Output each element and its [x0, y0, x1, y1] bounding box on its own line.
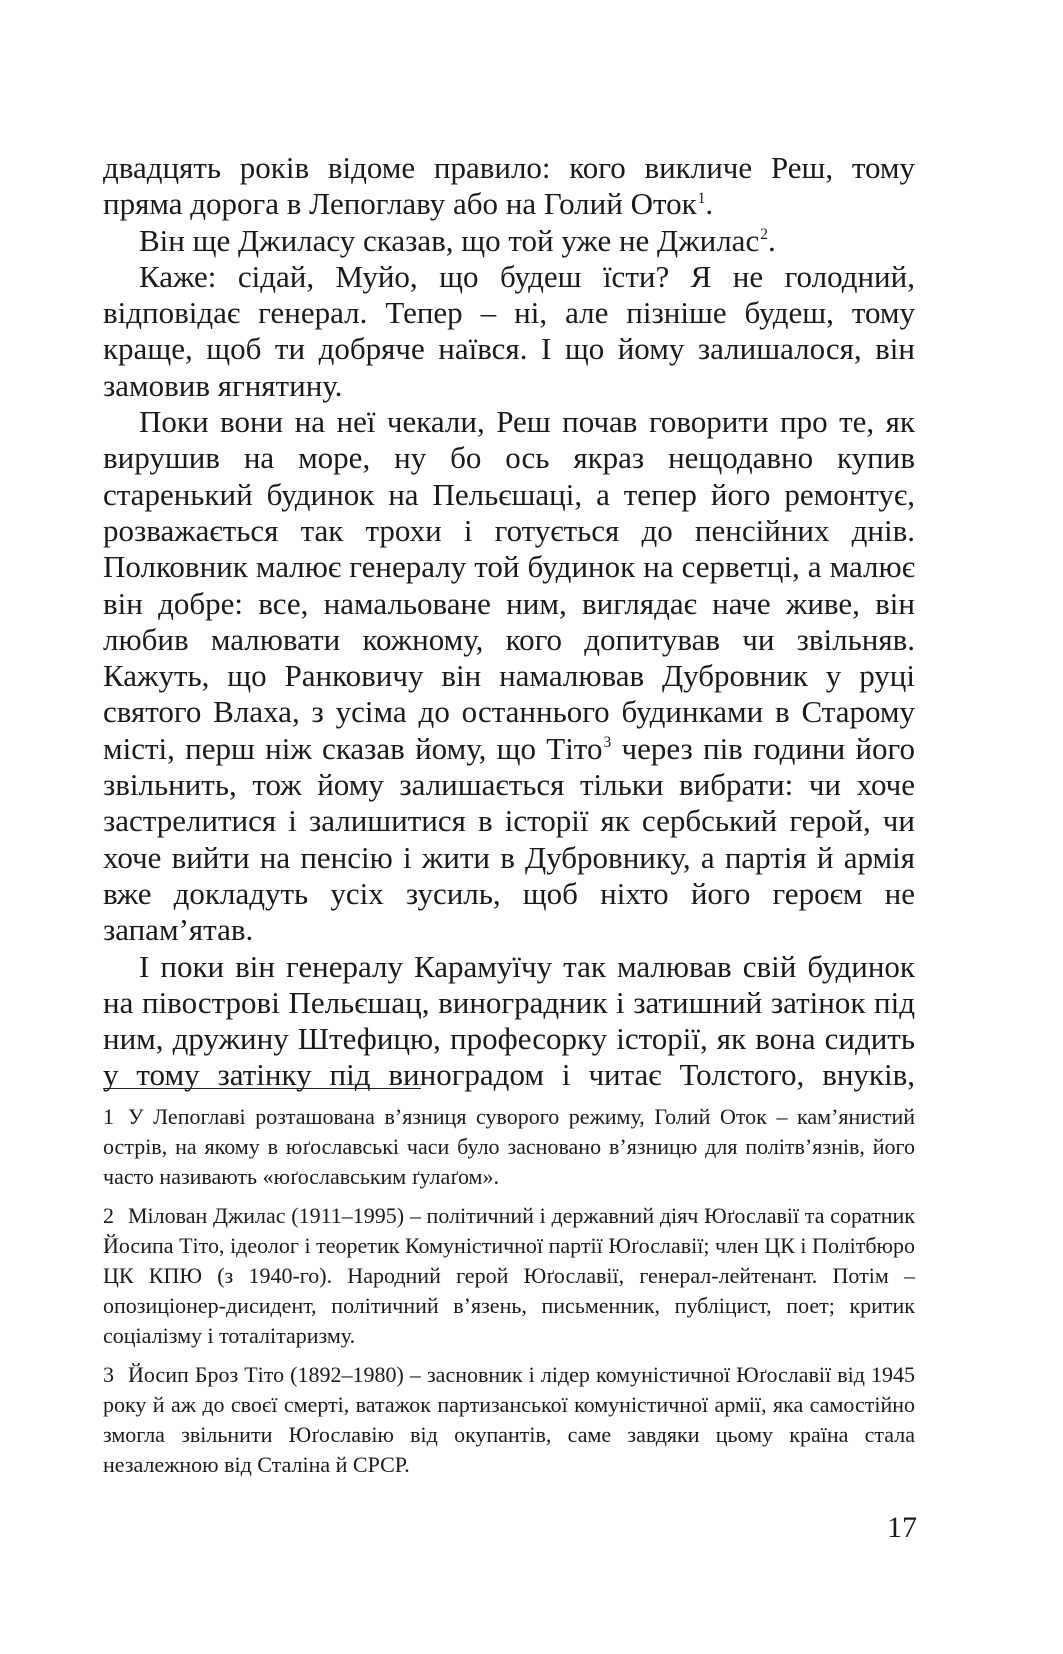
footnote-ref-2[interactable]: 2: [760, 225, 768, 243]
paragraph-1: [103, 150, 915, 223]
footnote-2: [103, 1201, 915, 1351]
footnote-number: 1: [103, 1104, 114, 1129]
footnotes: [103, 1102, 915, 1489]
footnote-ref-3[interactable]: 3: [603, 734, 612, 752]
page-number: 17: [887, 1511, 917, 1544]
paragraph-text: .: [705, 186, 714, 222]
footnote-text: Мілован Джилас (1911–1995) – політичний і державний діяч Юґославії та соратник Йосипа Тіто, ідеолог і теоретик Комуністичної партії Юґославії; член ЦК і Політбюро ЦК КПЮ (з 1940-го). Народний герой Юґославії, генерал-лейтенант. Потім – опозиціонер-дисидент, політичний в’язень, письменник, публіцист, поет; критик соціалізму і тоталітаризму.: [103, 1203, 915, 1348]
paragraph-text: двадцять років відоме правило: кого викличе Реш, тому пряма дорога в Лепоглаву або на Голий Оток: [103, 150, 915, 222]
footnote-1: [103, 1102, 915, 1192]
paragraph-text: через пів години його звільнить, тож йому залишається тільки вибрати: чи хоче застрелитися і залишитися в історії як сербський герой, чи хоче вийти на пенсію і жити в Дубровнику, а партія й армія вже докладуть усіх зусиль, щоб ніхто його героєм не запам’ятав.: [103, 730, 915, 948]
footnote-number: 2: [103, 1203, 114, 1228]
footnote-3: [103, 1360, 915, 1480]
paragraph-text: Він ще Джиласу сказав, що той уже не Джилас: [139, 222, 760, 258]
paragraph-5: І поки він генералу Карамуїчу так малював свій будинок на півострові Пельєшац, виноградник і затишний затінок під ним, дружину Штефицю, професорку історії, як вона сидить у тому затінку під виноградом і читає Толстого, внуків,: [103, 948, 915, 1093]
footnote-text: Йосип Броз Тіто (1892–1980) – засновник і лідер комуністичної Юґославії від 1945 року й аж до своєї смерті, ватажок партизанської комуністичної армії, яка самостійно змогла звільнити Юґославію від окупантів, саме завдяки цьому країна стала незалежною від Сталіна й СРСР.: [103, 1362, 915, 1477]
paragraph-text: .: [767, 222, 776, 258]
paragraph-4: [103, 404, 915, 948]
paragraph-3: Каже: сідай, Муйо, що будеш їсти? Я не голодний, відповідає генерал. Тепер – ні, але пізніше будеш, тому краще, щоб ти добряче наївся. І що йому залишалося, він замовив ягнятину.: [103, 258, 915, 403]
paragraph-2: [103, 223, 915, 259]
footnote-number: 3: [103, 1362, 114, 1387]
footnote-ref-1[interactable]: 1: [697, 189, 706, 207]
footnote-text: У Лепоглаві розташована в’язниця суворого режиму, Голий Оток – кам’янистий острів, на якому в юґославські часи було засновано в’язницю для політв’язнів, його часто називають «юґославським ґулаґом».: [103, 1104, 915, 1189]
main-text: [103, 150, 915, 1094]
paragraph-text: Поки вони на неї чекали, Реш почав говорити про те, як вирушив на море, ну бо ось якраз нещодавно купив старенький будинок на Пельєшаці, а тепер його ремонтує, розважається так трохи і готується до пенсійних днів. Полковник малює генералу той будинок на серветці, а малює він добре: все, намальоване ним, виглядає наче живе, він любив малювати кожному, кого допитував чи звільняв. Кажуть, що Ранковичу він намалював Дубровник у руці святого Влаха, з усіма до останнього будинками в Старому місті, перш ніж сказав йому, що Тіто: [103, 404, 915, 766]
footnote-divider: [103, 1088, 421, 1089]
